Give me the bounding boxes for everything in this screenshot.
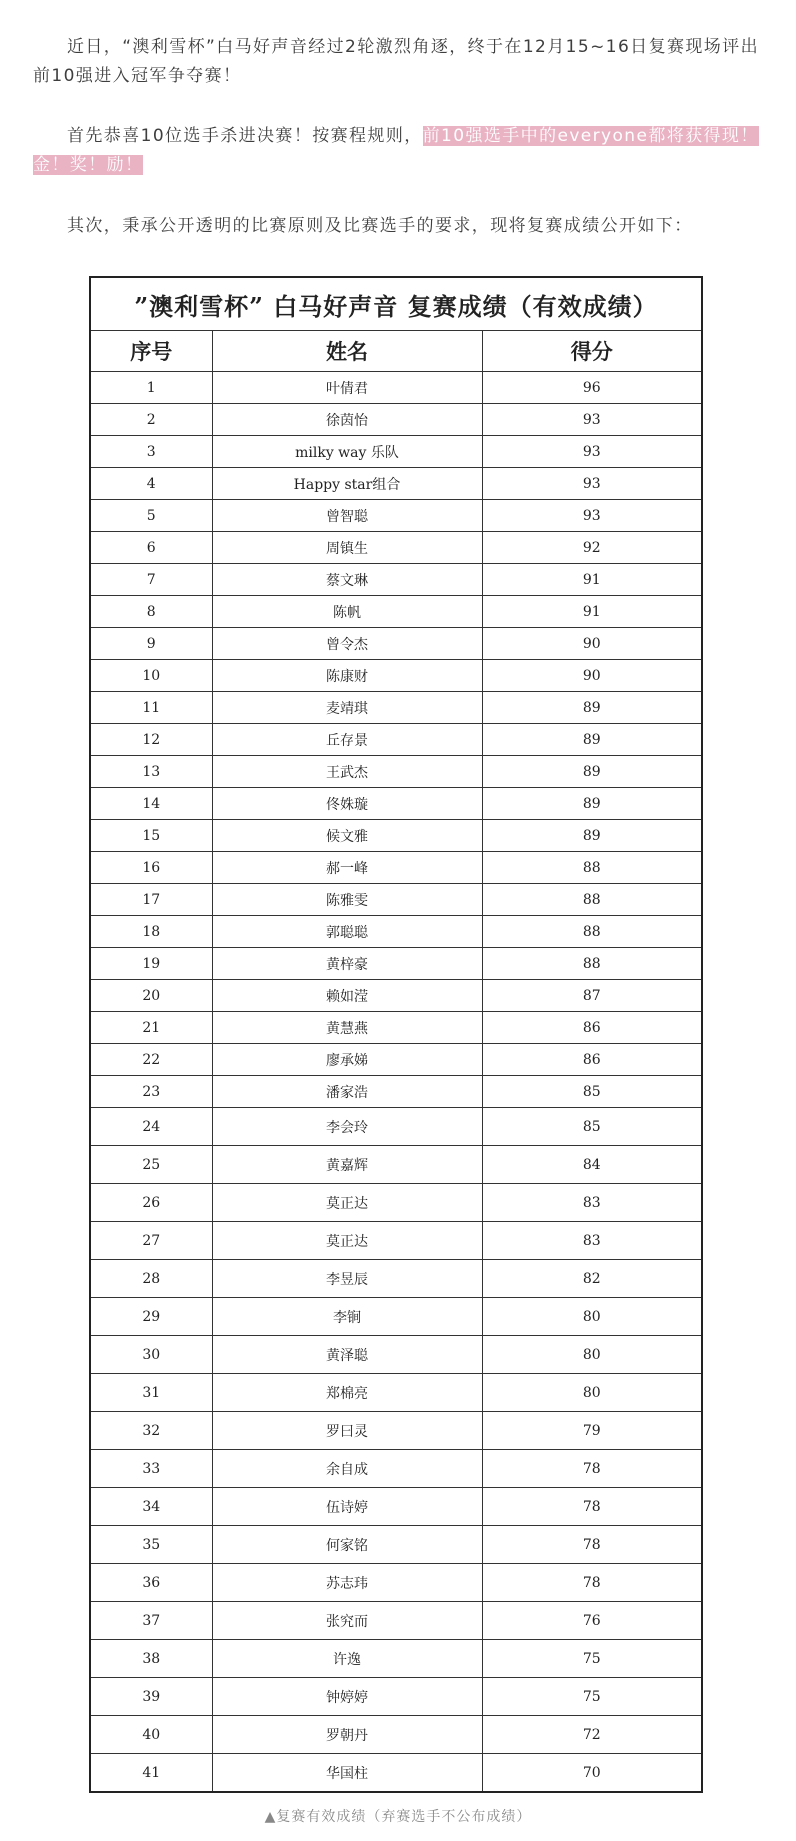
row-number: 16 (90, 852, 212, 884)
contestant-score: 78 (482, 1526, 702, 1564)
row-number: 21 (90, 1012, 212, 1044)
contestant-name: 潘家浩 (212, 1076, 482, 1108)
contestant-name: 曾智聪 (212, 500, 482, 532)
contestant-name: 李锏 (212, 1298, 482, 1336)
contestant-score: 86 (482, 1012, 702, 1044)
contestant-name: 周镇生 (212, 532, 482, 564)
contestant-score: 84 (482, 1146, 702, 1184)
table-row (90, 1044, 702, 1076)
table-row (90, 1754, 702, 1793)
row-number: 19 (90, 948, 212, 980)
table-row (90, 660, 702, 692)
table-title: ”澳利雪杯” 白马好声音 复赛成绩（有效成绩） (90, 277, 702, 331)
contestant-name: 伍诗婷 (212, 1488, 482, 1526)
announcement-paragraph: 其次，秉承公开透明的比赛原则及比赛选手的要求，现将复赛成绩公开如下： (67, 216, 693, 236)
row-number: 7 (90, 564, 212, 596)
column-header-score: 得分 (482, 331, 702, 372)
contestant-name: 麦靖琪 (212, 692, 482, 724)
contestant-score: 96 (482, 372, 702, 404)
table-row (90, 1602, 702, 1640)
contestant-score: 89 (482, 692, 702, 724)
table-row (90, 564, 702, 596)
row-number: 27 (90, 1222, 212, 1260)
table-row (90, 500, 702, 532)
row-number: 38 (90, 1640, 212, 1678)
contestant-name: 郝一峰 (212, 852, 482, 884)
row-number: 41 (90, 1754, 212, 1793)
contestant-name: 丘存景 (212, 724, 482, 756)
table-row (90, 820, 702, 852)
table-row (90, 788, 702, 820)
contestant-score: 93 (482, 436, 702, 468)
table-row (90, 884, 702, 916)
row-number: 4 (90, 468, 212, 500)
row-number: 33 (90, 1450, 212, 1488)
contestant-score: 86 (482, 1044, 702, 1076)
contestant-name: 郑棉亮 (212, 1374, 482, 1412)
table-row (90, 980, 702, 1012)
contestant-name: 莫正达 (212, 1222, 482, 1260)
row-number: 5 (90, 500, 212, 532)
contestant-name: 陈雅雯 (212, 884, 482, 916)
contestant-name: 陈帆 (212, 596, 482, 628)
contestant-score: 80 (482, 1336, 702, 1374)
contestant-score: 80 (482, 1374, 702, 1412)
contestant-name: 何家铭 (212, 1526, 482, 1564)
contestant-score: 70 (482, 1754, 702, 1793)
table-row (90, 1450, 702, 1488)
column-header-number: 序号 (90, 331, 212, 372)
row-number: 9 (90, 628, 212, 660)
table-title-row (90, 277, 702, 331)
contestant-score: 78 (482, 1564, 702, 1602)
congrats-paragraph (33, 122, 763, 180)
table-caption: ▲复赛有效成绩（弃赛选手不公布成绩） (264, 1809, 532, 1825)
contestant-score: 90 (482, 660, 702, 692)
table-row (90, 1412, 702, 1450)
row-number: 8 (90, 596, 212, 628)
contestant-name: 黄嘉辉 (212, 1146, 482, 1184)
contestant-score: 89 (482, 788, 702, 820)
contestant-score: 88 (482, 852, 702, 884)
results-table-body (90, 372, 702, 1793)
contestant-score: 93 (482, 500, 702, 532)
row-number: 18 (90, 916, 212, 948)
contestant-name: 徐茵怡 (212, 404, 482, 436)
contestant-name: 廖承娣 (212, 1044, 482, 1076)
contestant-score: 85 (482, 1076, 702, 1108)
results-table-container (89, 276, 701, 1793)
row-number: 40 (90, 1716, 212, 1754)
results-table (89, 276, 703, 1793)
row-number: 1 (90, 372, 212, 404)
contestant-score: 89 (482, 820, 702, 852)
row-number: 34 (90, 1488, 212, 1526)
reward-highlight: 前10强选手中的everyone都将获得现！金！奖！励！ (33, 126, 759, 175)
table-row (90, 532, 702, 564)
table-row (90, 1184, 702, 1222)
contestant-score: 91 (482, 564, 702, 596)
contestant-name: Happy star组合 (212, 468, 482, 500)
contestant-score: 72 (482, 1716, 702, 1754)
contestant-score: 91 (482, 596, 702, 628)
row-number: 23 (90, 1076, 212, 1108)
contestant-score: 76 (482, 1602, 702, 1640)
table-row (90, 916, 702, 948)
table-row (90, 1640, 702, 1678)
contestant-score: 87 (482, 980, 702, 1012)
contestant-score: 93 (482, 404, 702, 436)
table-row (90, 756, 702, 788)
column-header-name: 姓名 (212, 331, 482, 372)
table-row (90, 948, 702, 980)
contestant-name: 王武杰 (212, 756, 482, 788)
contestant-score: 89 (482, 724, 702, 756)
table-row (90, 692, 702, 724)
contestant-name: 许逸 (212, 1640, 482, 1678)
contestant-score: 89 (482, 756, 702, 788)
table-row (90, 1222, 702, 1260)
contestant-name: 张究而 (212, 1602, 482, 1640)
contestant-name: 苏志玮 (212, 1564, 482, 1602)
table-row (90, 852, 702, 884)
contestant-name: 叶倩君 (212, 372, 482, 404)
contestant-score: 75 (482, 1640, 702, 1678)
contestant-name: 罗朝丹 (212, 1716, 482, 1754)
row-number: 36 (90, 1564, 212, 1602)
table-row (90, 1298, 702, 1336)
table-row (90, 1526, 702, 1564)
row-number: 37 (90, 1602, 212, 1640)
contestant-score: 93 (482, 468, 702, 500)
table-row (90, 724, 702, 756)
contestant-score: 78 (482, 1488, 702, 1526)
contestant-name: 李昱辰 (212, 1260, 482, 1298)
contestant-name: 郭聪聪 (212, 916, 482, 948)
table-row (90, 372, 702, 404)
table-row (90, 1336, 702, 1374)
table-row (90, 1260, 702, 1298)
table-row (90, 468, 702, 500)
contestant-name: 候文雅 (212, 820, 482, 852)
row-number: 10 (90, 660, 212, 692)
contestant-name: 李会玲 (212, 1108, 482, 1146)
table-row (90, 1488, 702, 1526)
row-number: 26 (90, 1184, 212, 1222)
contestant-score: 85 (482, 1108, 702, 1146)
contestant-score: 90 (482, 628, 702, 660)
row-number: 11 (90, 692, 212, 724)
congrats-text: 首先恭喜10位选手杀进决赛！按赛程规则， (67, 126, 423, 146)
contestant-name: 陈康财 (212, 660, 482, 692)
contestant-score: 79 (482, 1412, 702, 1450)
table-row (90, 1374, 702, 1412)
row-number: 28 (90, 1260, 212, 1298)
row-number: 3 (90, 436, 212, 468)
row-number: 35 (90, 1526, 212, 1564)
row-number: 32 (90, 1412, 212, 1450)
contestant-name: 佟姝璇 (212, 788, 482, 820)
contestant-name: 赖如滢 (212, 980, 482, 1012)
table-row (90, 404, 702, 436)
contestant-name: 黄泽聪 (212, 1336, 482, 1374)
contestant-score: 75 (482, 1678, 702, 1716)
contestant-name: milky way 乐队 (212, 436, 482, 468)
contestant-score: 88 (482, 948, 702, 980)
contestant-name: 钟婷婷 (212, 1678, 482, 1716)
row-number: 13 (90, 756, 212, 788)
contestant-name: 黄慧燕 (212, 1012, 482, 1044)
row-number: 39 (90, 1678, 212, 1716)
contestant-name: 黄梓豪 (212, 948, 482, 980)
contestant-name: 曾令杰 (212, 628, 482, 660)
row-number: 20 (90, 980, 212, 1012)
contestant-score: 80 (482, 1298, 702, 1336)
row-number: 25 (90, 1146, 212, 1184)
contestant-score: 78 (482, 1450, 702, 1488)
row-number: 2 (90, 404, 212, 436)
contestant-score: 83 (482, 1184, 702, 1222)
table-row (90, 628, 702, 660)
contestant-score: 83 (482, 1222, 702, 1260)
table-row (90, 436, 702, 468)
row-number: 30 (90, 1336, 212, 1374)
contestant-name: 余自成 (212, 1450, 482, 1488)
contestant-score: 82 (482, 1260, 702, 1298)
contestant-score: 88 (482, 884, 702, 916)
row-number: 12 (90, 724, 212, 756)
contestant-name: 蔡文琳 (212, 564, 482, 596)
table-header-row (90, 331, 702, 372)
row-number: 6 (90, 532, 212, 564)
table-row (90, 1564, 702, 1602)
row-number: 14 (90, 788, 212, 820)
contestant-name: 罗曰灵 (212, 1412, 482, 1450)
table-row (90, 1012, 702, 1044)
table-row (90, 1108, 702, 1146)
table-row (90, 1076, 702, 1108)
contestant-score: 88 (482, 916, 702, 948)
table-row (90, 1146, 702, 1184)
row-number: 29 (90, 1298, 212, 1336)
row-number: 22 (90, 1044, 212, 1076)
contestant-name: 华国柱 (212, 1754, 482, 1793)
table-row (90, 1678, 702, 1716)
table-row (90, 596, 702, 628)
row-number: 15 (90, 820, 212, 852)
row-number: 24 (90, 1108, 212, 1146)
table-row (90, 1716, 702, 1754)
contestant-score: 92 (482, 532, 702, 564)
row-number: 17 (90, 884, 212, 916)
intro-paragraph: 近日，“澳利雪杯”白马好声音经过2轮激烈角逐，终于在12月15~16日复赛现场评出前10强进入冠军争夺赛！ (33, 37, 759, 86)
row-number: 31 (90, 1374, 212, 1412)
contestant-name: 莫正达 (212, 1184, 482, 1222)
